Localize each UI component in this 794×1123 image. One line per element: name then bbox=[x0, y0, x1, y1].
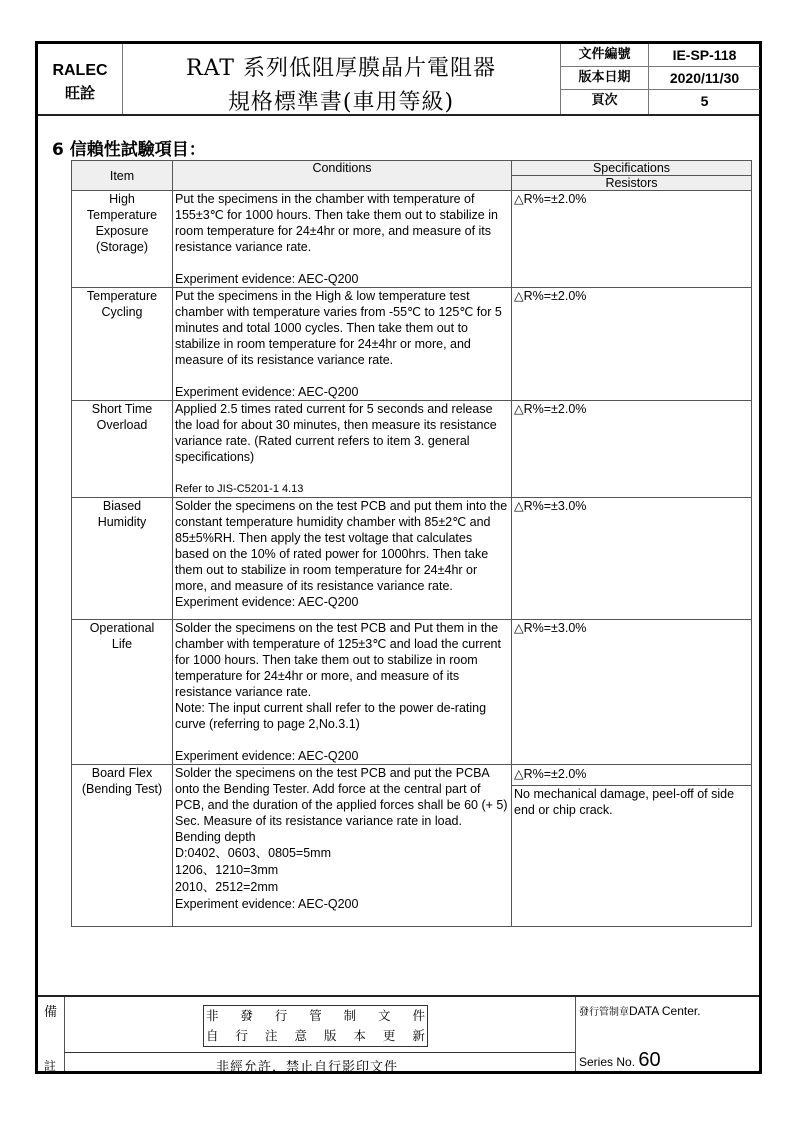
spec-text: △R%=±3.0% bbox=[514, 621, 587, 635]
conditions-text: Solder the specimens on the test PCB and Put them in the chamber with temperature of 125±3℃ and load the current for 1000 hours. Then take them out to stabilize in room temperature for 24±4hr or more, and measure of its resistance variance rate. bbox=[175, 621, 501, 699]
meta-value: 5 bbox=[700, 93, 709, 109]
conditions-text: Solder the specimens on the test PCB and put them into the constant temperature humidity chamber with 85±2℃ and 85±5%RH. Then apply the test voltage that calculates based on the 10% of rated power for 1000hrs. Then take them out to stabilize in room temperature for 24±4hr or more, and measure of its resistance variance rate. bbox=[175, 499, 508, 593]
remark-label-1: 備 bbox=[44, 1005, 58, 1020]
series-value: 60 bbox=[638, 1049, 661, 1071]
document-footer bbox=[38, 995, 759, 1075]
item-line: (Storage) bbox=[95, 240, 149, 254]
table-row bbox=[72, 191, 752, 288]
spec-cell bbox=[512, 765, 752, 927]
divider bbox=[575, 997, 576, 1071]
table-row bbox=[72, 765, 752, 927]
spec-cell bbox=[512, 620, 752, 765]
table-row bbox=[72, 498, 752, 620]
conditions-cell bbox=[173, 288, 512, 401]
meta-version-date bbox=[561, 67, 760, 90]
item-line: Cycling bbox=[101, 305, 143, 319]
meta-value: IE-SP-118 bbox=[672, 47, 737, 63]
data-center-stamp bbox=[579, 1003, 701, 1018]
bending-title: Bending depth bbox=[175, 830, 256, 844]
item-cell bbox=[72, 498, 173, 620]
header-specifications: Specifications bbox=[512, 161, 752, 176]
series-label: Series No. bbox=[579, 1055, 636, 1069]
stamp-char: 意 bbox=[294, 1028, 307, 1043]
stamp-char: 件 bbox=[412, 1008, 425, 1023]
conditions-cell bbox=[173, 401, 512, 498]
copy-prohibited-notice: 非經允許，禁止自行影印文件 bbox=[216, 1060, 399, 1075]
spec-cell bbox=[512, 401, 752, 498]
item-line: Temperature bbox=[86, 289, 158, 303]
uncontrolled-document-stamp bbox=[203, 1005, 428, 1047]
stamp-char: 管 bbox=[309, 1008, 322, 1023]
item-line: Life bbox=[111, 637, 133, 651]
table-row bbox=[72, 401, 752, 498]
reference-text: Refer to JIS-C5201-1 4.13 bbox=[175, 483, 304, 495]
item-line: Humidity bbox=[97, 515, 147, 529]
series-number bbox=[579, 1049, 661, 1072]
spec-text: △R%=±2.0% bbox=[514, 192, 587, 206]
item-line: Board Flex bbox=[91, 766, 153, 780]
item-line: High bbox=[109, 192, 135, 206]
evidence-text: Experiment evidence: AEC-Q200 bbox=[175, 385, 359, 399]
spec-text: △R%=±2.0% bbox=[514, 289, 587, 303]
stamp-line-1 bbox=[204, 1006, 427, 1026]
table-row bbox=[72, 288, 752, 401]
stamp-char: 行 bbox=[274, 1008, 288, 1023]
spec-cell bbox=[512, 191, 752, 288]
conditions-text: Put the specimens in the High & low temperature test chamber with temperature varies from -55℃ to 125℃ for 5 minutes and total 1000 cycles. Then take them out to stabilize in room temperature for 24±4hr or more, and measure of its resistance variance rate. bbox=[175, 289, 502, 367]
stamp-char: 制 bbox=[343, 1008, 357, 1023]
spec-cell bbox=[512, 498, 752, 620]
table-row bbox=[72, 620, 752, 765]
meta-label: 版本日期 bbox=[561, 67, 649, 89]
stamp-char: 文 bbox=[378, 1008, 391, 1023]
conditions-text: Applied 2.5 times rated current for 5 seconds and release the load for about 30 minutes, then measure its resistance variance rate. (Rated current refers to item 3. general specifications) bbox=[175, 402, 497, 464]
title-line-1: RAT 系列低阻厚膜晶片電阻器 bbox=[186, 56, 496, 81]
meta-doc-number bbox=[561, 44, 760, 67]
section-heading bbox=[52, 135, 206, 160]
note-text: Note: The input current shall refer to the power de-rating curve (referring to page 2,No.3.1) bbox=[175, 701, 487, 731]
stamp-char: 更 bbox=[382, 1028, 396, 1043]
stamp-line-2 bbox=[204, 1026, 427, 1046]
item-line: Biased bbox=[102, 499, 142, 513]
item-cell bbox=[72, 191, 173, 288]
conditions-cell bbox=[173, 620, 512, 765]
divider bbox=[64, 1052, 575, 1053]
data-center-label-zh: 發行管制章 bbox=[579, 1007, 629, 1018]
evidence-text: Experiment evidence: AEC-Q200 bbox=[175, 595, 359, 609]
meta-label: 文件編號 bbox=[561, 44, 649, 66]
conditions-cell bbox=[173, 498, 512, 620]
section-title: 信賴性試驗項目： bbox=[69, 140, 206, 160]
item-line: Exposure bbox=[95, 224, 149, 238]
item-line: Temperature bbox=[86, 208, 158, 222]
bending-line: 1206、1210=3mm bbox=[175, 863, 279, 877]
spec-text: △R%=±2.0% bbox=[514, 402, 587, 416]
stamp-char: 注 bbox=[264, 1028, 278, 1043]
stamp-char: 版 bbox=[323, 1028, 337, 1043]
item-cell bbox=[72, 288, 173, 401]
spec-text-2: No mechanical damage, peel-off of side end or chip crack. bbox=[512, 785, 751, 818]
conditions-cell bbox=[173, 191, 512, 288]
stamp-char: 行 bbox=[235, 1028, 248, 1043]
conditions-text: Solder the specimens on the test PCB and put the PCBA onto the Bending Tester. Add force at the central part of PCB, and the duration of the applied forces shall be 60 (+ 5) Sec. Measure of its resistance variance rate in load. bbox=[175, 766, 508, 828]
evidence-text: Experiment evidence: AEC-Q200 bbox=[175, 272, 359, 286]
document-meta bbox=[560, 44, 760, 114]
section-number: 6 bbox=[52, 140, 64, 160]
company-name-en: RALEC bbox=[52, 62, 108, 79]
spec-text: △R%=±2.0% bbox=[514, 767, 587, 781]
evidence-text: Experiment evidence: AEC-Q200 bbox=[175, 897, 359, 911]
document-header bbox=[38, 44, 759, 116]
table-header-row bbox=[72, 161, 752, 176]
header-item: Item bbox=[72, 161, 173, 191]
meta-page bbox=[561, 90, 760, 114]
reliability-test-table bbox=[71, 160, 752, 927]
stamp-char: 發 bbox=[240, 1008, 253, 1023]
stamp-char: 自 bbox=[206, 1028, 219, 1043]
document-title bbox=[122, 44, 560, 114]
item-cell bbox=[72, 765, 173, 927]
item-line: Short Time bbox=[91, 402, 153, 416]
conditions-text: Put the specimens in the chamber with temperature of 155±3℃ for 1000 hours. Then take them out to stabilize in room temperature for 24±4hr or more, and measure of its resistance variance rate. bbox=[175, 192, 498, 254]
evidence-text: Experiment evidence: AEC-Q200 bbox=[175, 749, 359, 763]
conditions-cell bbox=[173, 765, 512, 927]
meta-label: 頁次 bbox=[561, 90, 649, 114]
header-resistors: Resistors bbox=[512, 176, 752, 191]
spec-cell bbox=[512, 288, 752, 401]
item-line: Operational bbox=[89, 621, 155, 635]
data-center-label-en: DATA Center. bbox=[629, 1004, 701, 1018]
item-cell bbox=[72, 620, 173, 765]
meta-value: 2020/11/30 bbox=[669, 70, 740, 86]
stamp-char: 新 bbox=[412, 1028, 425, 1043]
bending-line: 2010、2512=2mm bbox=[175, 880, 279, 894]
company-logo bbox=[38, 44, 123, 114]
bending-line: D:0402、0603、0805=5mm bbox=[175, 846, 331, 860]
item-line: Overload bbox=[96, 418, 148, 432]
stamp-char: 本 bbox=[353, 1028, 366, 1043]
stamp-char: 非 bbox=[206, 1008, 219, 1023]
title-line-2: 規格標準書(車用等級) bbox=[227, 90, 455, 115]
item-line: (Bending Test) bbox=[81, 782, 163, 796]
divider bbox=[64, 997, 65, 1071]
header-conditions: Conditions bbox=[173, 161, 512, 191]
spec-text: △R%=±3.0% bbox=[514, 499, 587, 513]
remark-label-2: 註 bbox=[44, 1059, 57, 1073]
company-name-zh: 旺詮 bbox=[64, 84, 95, 102]
item-cell bbox=[72, 401, 173, 498]
